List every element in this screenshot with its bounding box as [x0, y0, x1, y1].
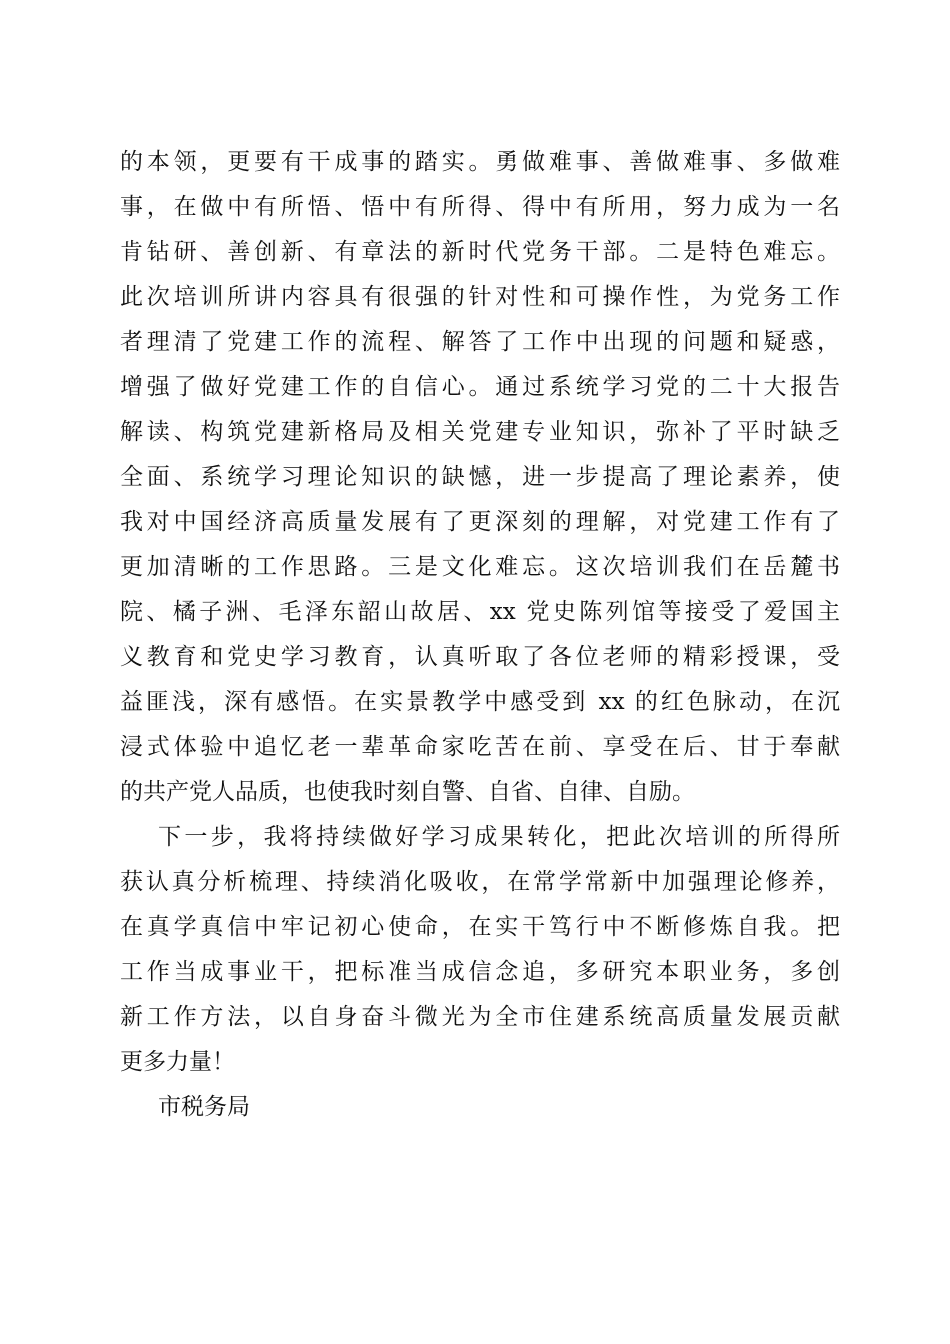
body-text-line: 全面、系统学习理论知识的缺憾，进一步提高了理论素养，使 — [120, 464, 840, 490]
body-text-line: 更加清晰的工作思路。三是文化难忘。这次培训我们在岳麓书 — [120, 554, 840, 580]
body-text-line: 义教育和党史学习教育，认真听取了各位老师的精彩授课，受 — [120, 644, 840, 670]
body-text-line: 我对中国经济高质量发展有了更深刻的理解，对党建工作有了 — [120, 509, 840, 535]
body-text-line: 解读、构筑党建新格局及相关党建专业知识，弥补了平时缺乏 — [120, 419, 840, 445]
body-text-line: 新工作方法，以自身奋斗微光为全市住建系统高质量发展贡献 — [120, 1004, 840, 1030]
body-text-line: 的共产党人品质，也使我时刻自警、自省、自律、自励。 — [120, 779, 695, 805]
signature: 市税务局 — [158, 1094, 250, 1120]
body-text-line: 的本领，更要有干成事的踏实。勇做难事、善做难事、多做难 — [120, 149, 840, 175]
body-text-line: 院、橘子洲、毛泽东韶山故居、xx 党史陈列馆等接受了爱国主 — [120, 599, 840, 625]
body-text-line: 浸式体验中追忆老一辈革命家吃苦在前、享受在后、甘于奉献 — [120, 734, 840, 760]
body-text-line: 肯钻研、善创新、有章法的新时代党务干部。二是特色难忘。 — [120, 239, 840, 265]
body-text-line: 益匪浅，深有感悟。在实景教学中感受到 xx 的红色脉动，在沉 — [120, 689, 840, 715]
body-text-line: 者理清了党建工作的流程、解答了工作中出现的问题和疑惑， — [120, 329, 840, 355]
body-text-line: 获认真分析梳理、持续消化吸收，在常学常新中加强理论修养， — [120, 869, 840, 895]
body-text-line: 在真学真信中牢记初心使命，在实干笃行中不断修炼自我。把 — [120, 914, 840, 940]
body-text-line: 事，在做中有所悟、悟中有所得、得中有所用，努力成为一名 — [120, 194, 840, 220]
body-text-line: 下一步，我将持续做好学习成果转化，把此次培训的所得所 — [158, 824, 840, 850]
body-text-line: 此次培训所讲内容具有很强的针对性和可操作性，为党务工作 — [120, 284, 840, 310]
body-text-line: 工作当成事业干，把标准当成信念追，多研究本职业务，多创 — [120, 959, 840, 985]
body-text-line: 增强了做好党建工作的自信心。通过系统学习党的二十大报告 — [120, 374, 840, 400]
body-text-line: 更多力量！ — [120, 1049, 235, 1075]
